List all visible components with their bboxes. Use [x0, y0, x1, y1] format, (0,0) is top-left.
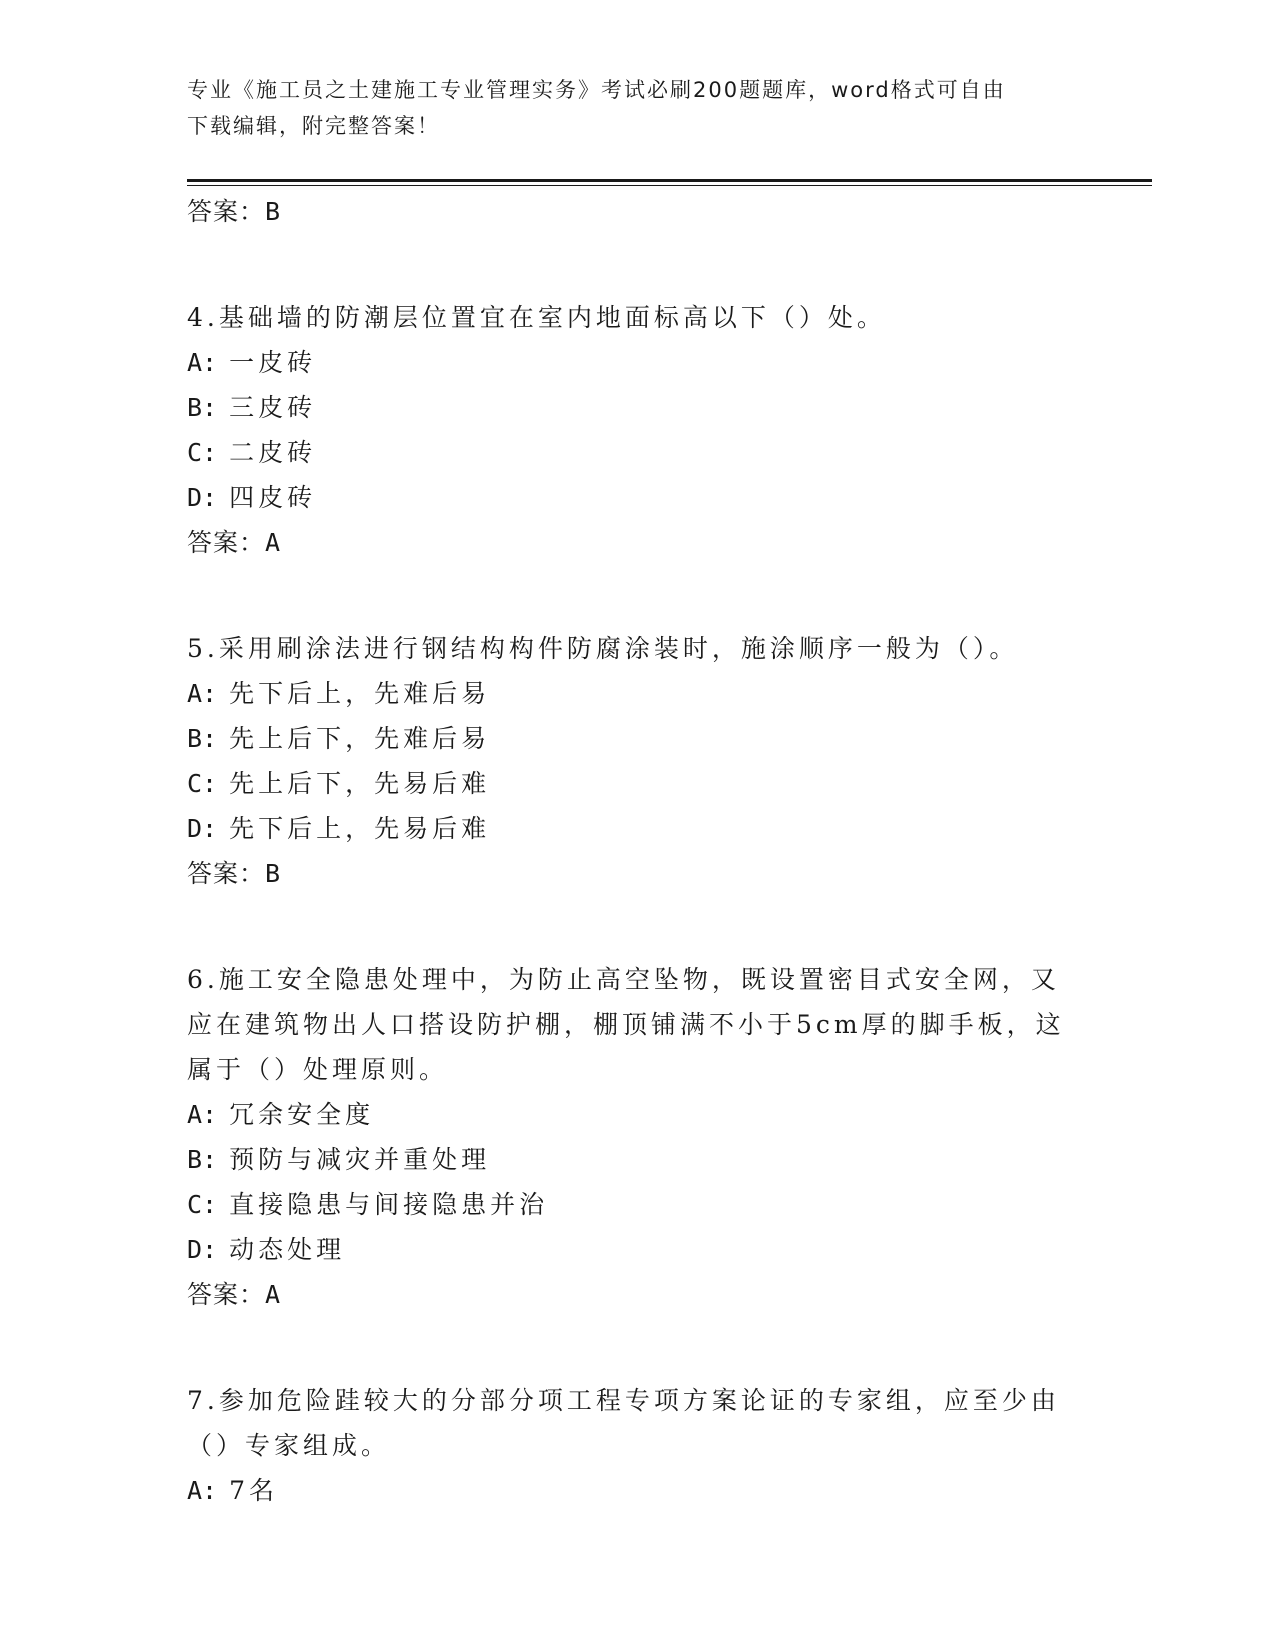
- answer-letter: A: [265, 528, 282, 557]
- question-text-line-3: 属于（）处理原则。: [187, 1055, 449, 1084]
- question-7: [187, 1378, 1087, 1513]
- answer-label: 答案：: [187, 1280, 266, 1309]
- option-letter: A:: [187, 1100, 218, 1129]
- option-b: [187, 1137, 1087, 1182]
- question-text-line-1: 6.施工安全隐患处理中，为防止高空坠物，既设置密目式安全网，又: [187, 965, 1060, 994]
- previous-answer: [187, 189, 1087, 235]
- option-letter: D:: [187, 814, 218, 843]
- option-text: 先下后上，先易后难: [229, 814, 491, 843]
- question-5: [187, 626, 1087, 897]
- option-b: [187, 385, 1087, 430]
- option-text: 四皮砖: [229, 483, 317, 512]
- question-text-line-1: 7.参加危险跬较大的分部分项工程专项方案论证的专家组，应至少由: [187, 1386, 1060, 1415]
- answer: [187, 520, 1087, 566]
- option-d: [187, 1227, 1087, 1272]
- answer-letter: A: [265, 1280, 282, 1309]
- option-text: 动态处理: [229, 1235, 346, 1264]
- option-text: 先上后下，先难后易: [229, 724, 491, 753]
- question-6: [187, 957, 1087, 1318]
- option-a: [187, 671, 1087, 716]
- header-line-1: 专业《施工员之土建施工专业管理实务》考试必刷200题题库，word格式可自由: [187, 78, 1006, 102]
- question-text-line-2: （）专家组成。: [187, 1431, 391, 1460]
- option-c: [187, 761, 1087, 806]
- option-letter: B:: [187, 724, 218, 753]
- question-list: [187, 189, 1087, 1513]
- option-text: 7名: [229, 1476, 278, 1505]
- option-letter: A:: [187, 679, 218, 708]
- option-d: [187, 475, 1087, 520]
- option-letter: C:: [187, 1190, 218, 1219]
- header-line-2: 下载编辑，附完整答案！: [187, 114, 440, 138]
- answer-label: 答案：: [187, 859, 266, 888]
- option-letter: A:: [187, 348, 218, 377]
- option-d: [187, 806, 1087, 851]
- header-rule-thick: [187, 179, 1152, 182]
- option-letter: D:: [187, 483, 218, 512]
- option-c: [187, 1182, 1087, 1227]
- option-text: 一皮砖: [229, 348, 317, 377]
- page-header: [187, 72, 1087, 144]
- option-letter: B:: [187, 1145, 218, 1174]
- option-text: 先下后上，先难后易: [229, 679, 491, 708]
- question-4: [187, 295, 1087, 566]
- option-text: 二皮砖: [229, 438, 317, 467]
- option-letter: C:: [187, 438, 218, 467]
- option-c: [187, 430, 1087, 475]
- answer: [187, 851, 1087, 897]
- question-text: 4.基础墙的防潮层位置宜在室内地面标高以下（）处。: [187, 303, 886, 332]
- option-a: [187, 340, 1087, 385]
- option-b: [187, 716, 1087, 761]
- option-letter: D:: [187, 1235, 218, 1264]
- answer-label: 答案：: [187, 528, 266, 557]
- option-letter: C:: [187, 769, 218, 798]
- option-text: 直接隐患与间接隐患并治: [229, 1190, 549, 1219]
- header-rule-thin: [187, 185, 1152, 186]
- option-letter: B:: [187, 393, 218, 422]
- option-a: [187, 1092, 1087, 1137]
- answer-letter: B: [265, 197, 282, 226]
- answer-label: 答案：: [187, 197, 266, 226]
- answer: [187, 1272, 1087, 1318]
- option-text: 三皮砖: [229, 393, 317, 422]
- option-a: [187, 1468, 1087, 1513]
- question-text: 5.采用刷涂法进行钢结构构件防腐涂装时，施涂顺序一般为（）。: [187, 634, 1019, 663]
- answer-letter: B: [265, 859, 282, 888]
- option-text: 冗余安全度: [229, 1100, 375, 1129]
- question-text-line-2: 应在建筑物出人口搭设防护棚，棚顶铺满不小于5cm厚的脚手板，这: [187, 1010, 1065, 1039]
- option-text: 预防与减灾并重处理: [229, 1145, 491, 1174]
- option-text: 先上后下，先易后难: [229, 769, 491, 798]
- option-letter: A:: [187, 1476, 218, 1505]
